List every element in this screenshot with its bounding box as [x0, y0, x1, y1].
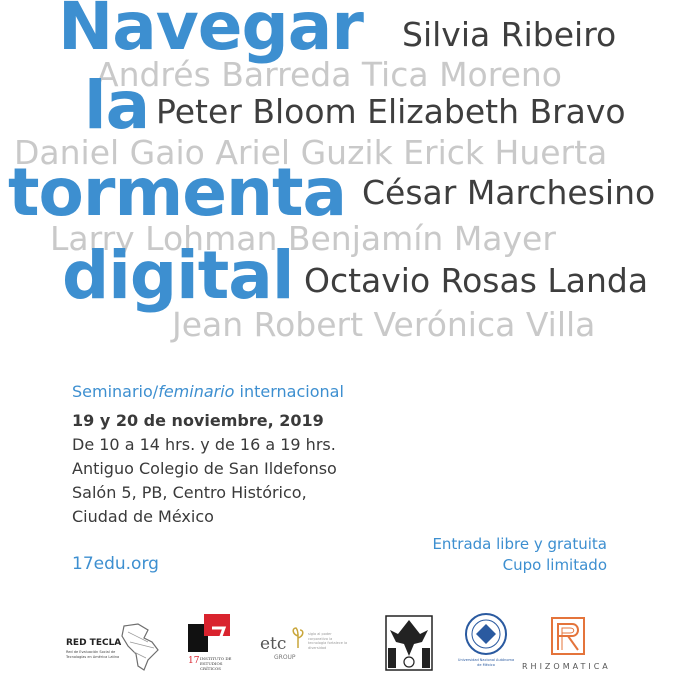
- sprout-icon: [290, 626, 306, 648]
- etc-sub: GROUP: [274, 654, 296, 661]
- website-link[interactable]: 17edu.org: [72, 554, 159, 574]
- red-tecla-name: RED TECLA: [66, 638, 122, 648]
- red-black-square-icon: [188, 614, 232, 654]
- title-tormenta: tormenta: [8, 154, 347, 231]
- event-dates: 19 y 20 de noviembre, 2019: [72, 411, 324, 430]
- etc-group-logo: [260, 612, 350, 676]
- event-venue: Antiguo Colegio de San Ildefonso: [72, 459, 337, 478]
- title-navegar: Navegar: [58, 0, 363, 65]
- unam-crest-logo: [384, 612, 436, 676]
- etc-tagline: siglo al poder corporativo la tecnología fortalece la diversidad: [308, 632, 348, 650]
- speaker-names-row: Andrés Barreda Tica Moreno: [96, 55, 562, 94]
- unam-seal-logo: [456, 612, 516, 676]
- event-type-prefix: Seminario/: [72, 382, 159, 401]
- speaker-name: César Marchesino: [362, 173, 656, 212]
- red-tecla-logo: [66, 612, 162, 676]
- latin-america-map-icon: [118, 622, 162, 672]
- rhizomatica-name: RHIZOMATICA: [522, 662, 611, 671]
- eagle-crest-icon: [384, 612, 434, 672]
- speaker-names-row: Larry Lohman Benjamín Mayer: [50, 219, 556, 258]
- event-type: [72, 381, 344, 402]
- speaker-names-row: Peter Bloom Elizabeth Bravo: [156, 92, 626, 131]
- unam-seal-caption: Universidad Nacional Autónoma de México: [457, 658, 515, 667]
- entry-limited: Cupo limitado: [502, 556, 607, 574]
- university-seal-icon: [464, 612, 508, 656]
- title-digital: digital: [62, 237, 294, 314]
- instituto-name: INSTITUTO DE ESTUDIOS CRÍTICOS: [200, 656, 232, 671]
- title-la: la: [84, 67, 150, 144]
- event-room: Salón 5, PB, Centro Histórico,: [72, 483, 307, 502]
- event-city: Ciudad de México: [72, 507, 214, 526]
- etc-name: etc: [260, 634, 287, 654]
- speaker-names-row: Jean Robert Verónica Villa: [172, 305, 596, 344]
- entry-free: Entrada libre y gratuita: [432, 535, 607, 553]
- instituto-number: 17: [188, 656, 200, 666]
- event-type-italic: feminario: [158, 382, 235, 401]
- event-type-suffix: internacional: [234, 382, 344, 401]
- instituto-17-logo: [186, 612, 236, 676]
- rhizomatica-logo: [520, 612, 620, 676]
- event-hours: De 10 a 14 hrs. y de 16 a 19 hrs.: [72, 435, 336, 454]
- rhizomatica-r-icon: [550, 616, 586, 656]
- speaker-name: Octavio Rosas Landa: [304, 261, 649, 300]
- red-tecla-subtitle: Red de Evaluación Social de Tecnologías en América Latina: [66, 650, 120, 659]
- speaker-name: Silvia Ribeiro: [402, 15, 617, 54]
- speaker-names-row: Daniel Gaio Ariel Guzik Erick Huerta: [14, 133, 608, 172]
